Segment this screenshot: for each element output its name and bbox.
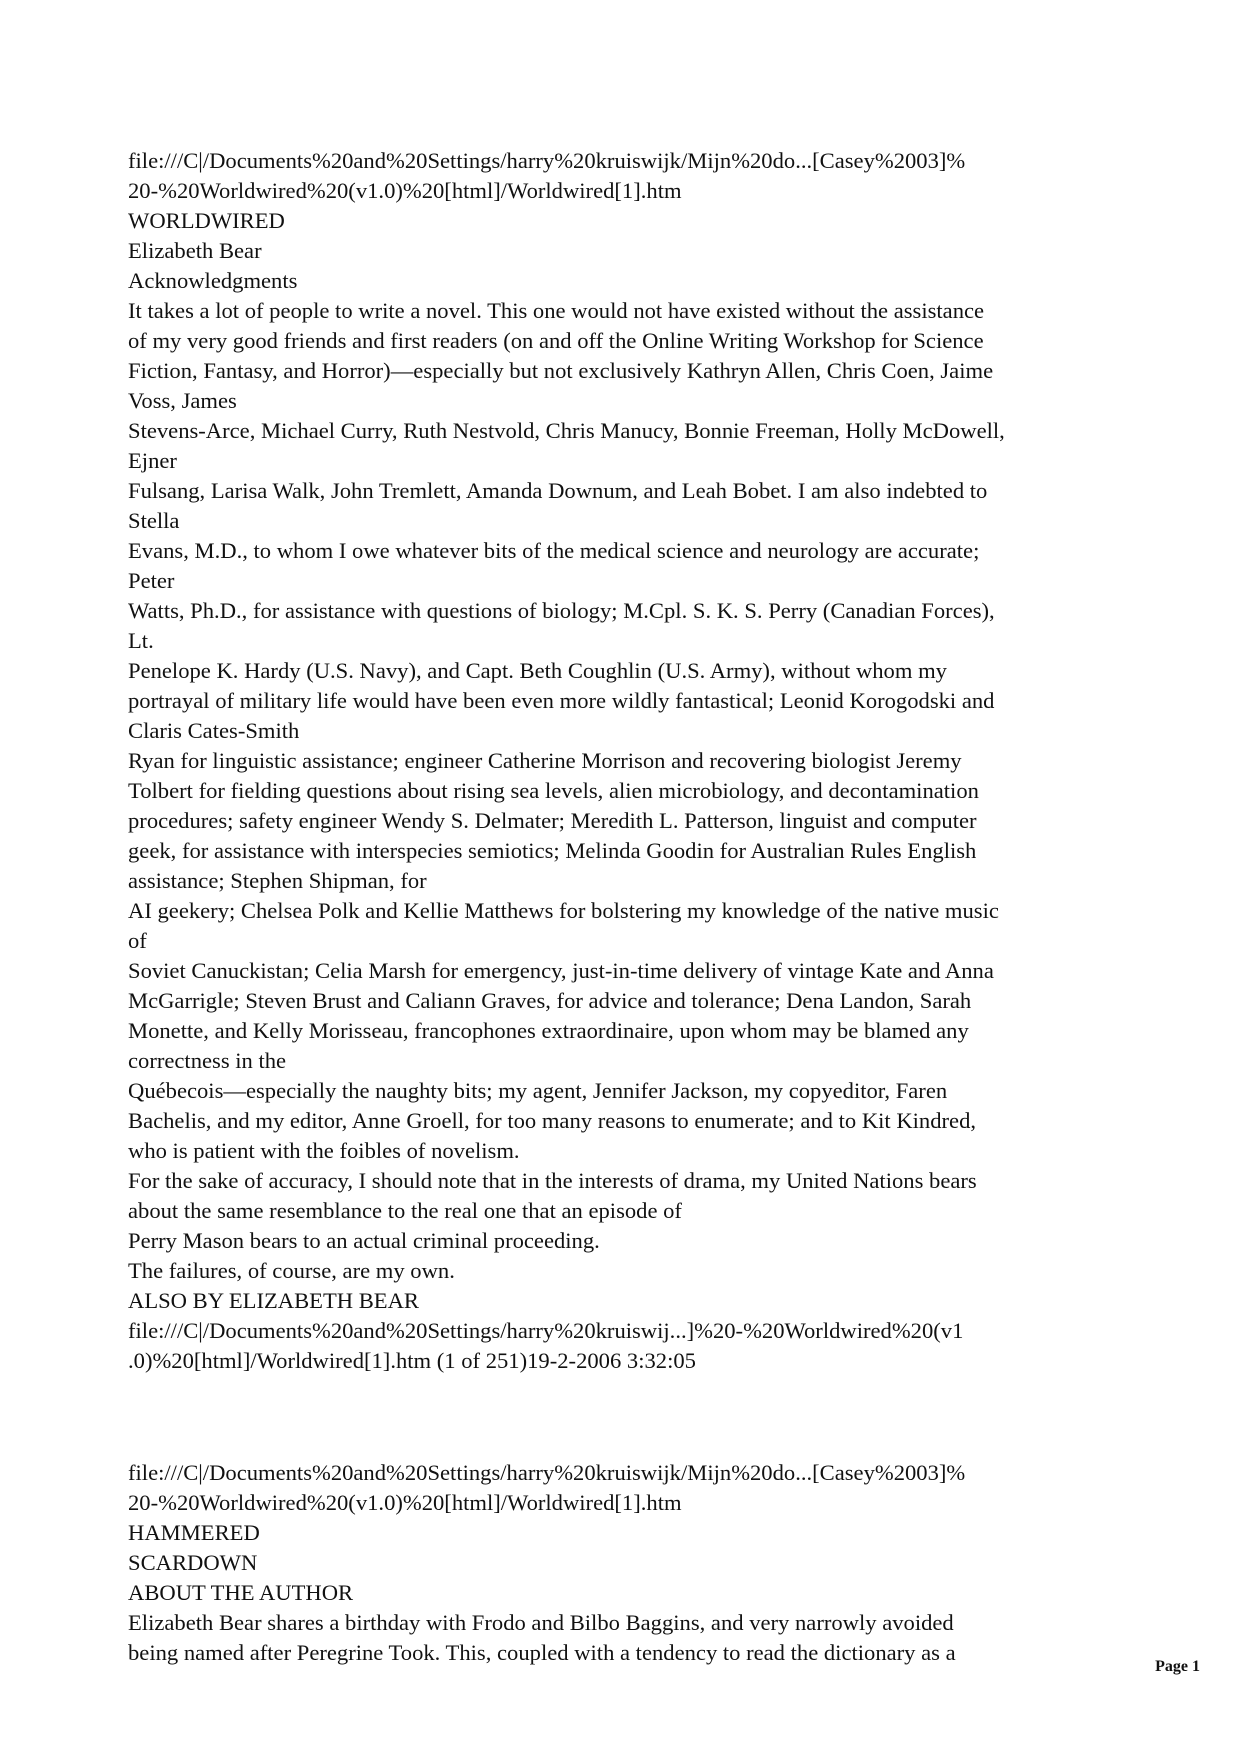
acknowledgments-line: Fulsang, Larisa Walk, John Tremlett, Amanda Downum, and Leah Bobet. I am also indebted to (128, 478, 988, 503)
acknowledgments-heading: Acknowledgments (128, 268, 298, 293)
acknowledgments-line: It takes a lot of people to write a novel. This one would not have existed without the assistance (128, 298, 985, 323)
acknowledgments-line: Fiction, Fantasy, and Horror)—especially but not exclusively Kathryn Allen, Chris Coen, Jaime (128, 358, 994, 383)
acknowledgments-line: Evans, M.D., to whom I owe whatever bits of the medical science and neurology are accurate; (128, 538, 980, 563)
acknowledgments-line: portrayal of military life would have been even more wildly fantastical; Leonid Korogodski and (128, 688, 995, 713)
acknowledgments-body (128, 296, 1128, 1316)
page-break-gap (128, 1376, 1128, 1458)
acknowledgments-line: who is patient with the foibles of novelism. (128, 1138, 520, 1163)
about-author-line: being named after Peregrine Took. This, coupled with a tendency to read the dictionary as a (128, 1640, 956, 1665)
acknowledgments-line: procedures; safety engineer Wendy S. Delmater; Meredith L. Patterson, linguist and computer (128, 808, 977, 833)
file-path-footer-line: .0)%20[html]/Worldwired[1].htm (1 of 251)19-2-2006 3:32:05 (128, 1348, 696, 1373)
file-path-header-line: 20-%20Worldwired%20(v1.0)%20[html]/Worldwired[1].htm (128, 178, 682, 203)
acknowledgments-line: Voss, James (128, 388, 237, 413)
file-path-header-line: file:///C|/Documents%20and%20Settings/harry%20kruiswijk/Mijn%20do...[Casey%2003]% (128, 148, 966, 173)
acknowledgments-line: McGarrigle; Steven Brust and Caliann Graves, for advice and tolerance; Dena Landon, Sarah (128, 988, 972, 1013)
about-author-heading: ABOUT THE AUTHOR (128, 1580, 354, 1605)
acknowledgments-line: Claris Cates-Smith (128, 718, 300, 743)
acknowledgments-line: ALSO BY ELIZABETH BEAR (128, 1288, 419, 1313)
acknowledgments-line: Soviet Canuckistan; Celia Marsh for emergency, just-in-time delivery of vintage Kate and Anna (128, 958, 994, 983)
acknowledgments-line: geek, for assistance with interspecies semiotics; Melinda Goodin for Australian Rules English (128, 838, 977, 863)
acknowledgments-line: correctness in the (128, 1048, 287, 1073)
acknowledgments-line: Ejner (128, 448, 177, 473)
acknowledgments-line: Québecois—especially the naughty bits; my agent, Jennifer Jackson, my copyeditor, Faren (128, 1078, 948, 1103)
page-number: Page 1 (1155, 1658, 1200, 1675)
file-path-footer-line: file:///C|/Documents%20and%20Settings/harry%20kruiswij...]%20-%20Worldwired%20(v1 (128, 1318, 964, 1343)
file-path-header-line: 20-%20Worldwired%20(v1.0)%20[html]/Worldwired[1].htm (128, 1490, 682, 1515)
acknowledgments-line: of (128, 928, 147, 953)
acknowledgments-line: Tolbert for fielding questions about rising sea levels, alien microbiology, and decontamination (128, 778, 979, 803)
acknowledgments-line: Ryan for linguistic assistance; engineer Catherine Morrison and recovering biologist Jeremy (128, 748, 962, 773)
document-page (128, 146, 1128, 1668)
acknowledgments-line: Stevens-Arce, Michael Curry, Ruth Nestvold, Chris Manucy, Bonnie Freeman, Holly McDowell, (128, 418, 1005, 443)
other-title: HAMMERED (128, 1520, 260, 1545)
acknowledgments-line: Perry Mason bears to an actual criminal proceeding. (128, 1228, 600, 1253)
about-author-line: Elizabeth Bear shares a birthday with Frodo and Bilbo Baggins, and very narrowly avoided (128, 1610, 954, 1635)
acknowledgments-line: Penelope K. Hardy (U.S. Navy), and Capt. Beth Coughlin (U.S. Army), without whom my (128, 658, 947, 683)
acknowledgments-line: Watts, Ph.D., for assistance with questions of biology; M.Cpl. S. K. S. Perry (Canadian Forces), (128, 598, 995, 623)
acknowledgments-line: of my very good friends and first readers (on and off the Online Writing Workshop for Science (128, 328, 984, 353)
acknowledgments-line: Stella (128, 508, 180, 533)
acknowledgments-line: about the same resemblance to the real one that an episode of (128, 1198, 682, 1223)
acknowledgments-line: AI geekery; Chelsea Polk and Kellie Matthews for bolstering my knowledge of the native music (128, 898, 999, 923)
book-author: Elizabeth Bear (128, 238, 262, 263)
acknowledgments-line: Peter (128, 568, 175, 593)
acknowledgments-line: Monette, and Kelly Morisseau, francophones extraordinaire, upon whom may be blamed any (128, 1018, 969, 1043)
acknowledgments-line: The failures, of course, are my own. (128, 1258, 455, 1283)
other-title: SCARDOWN (128, 1550, 258, 1575)
book-title: WORLDWIRED (128, 208, 285, 233)
file-path-header-line: file:///C|/Documents%20and%20Settings/harry%20kruiswijk/Mijn%20do...[Casey%2003]% (128, 1460, 966, 1485)
acknowledgments-line: Bachelis, and my editor, Anne Groell, for too many reasons to enumerate; and to Kit Kindred, (128, 1108, 977, 1133)
acknowledgments-line: assistance; Stephen Shipman, for (128, 868, 427, 893)
acknowledgments-line: For the sake of accuracy, I should note that in the interests of drama, my United Nations bears (128, 1168, 977, 1193)
acknowledgments-line: Lt. (128, 628, 154, 653)
